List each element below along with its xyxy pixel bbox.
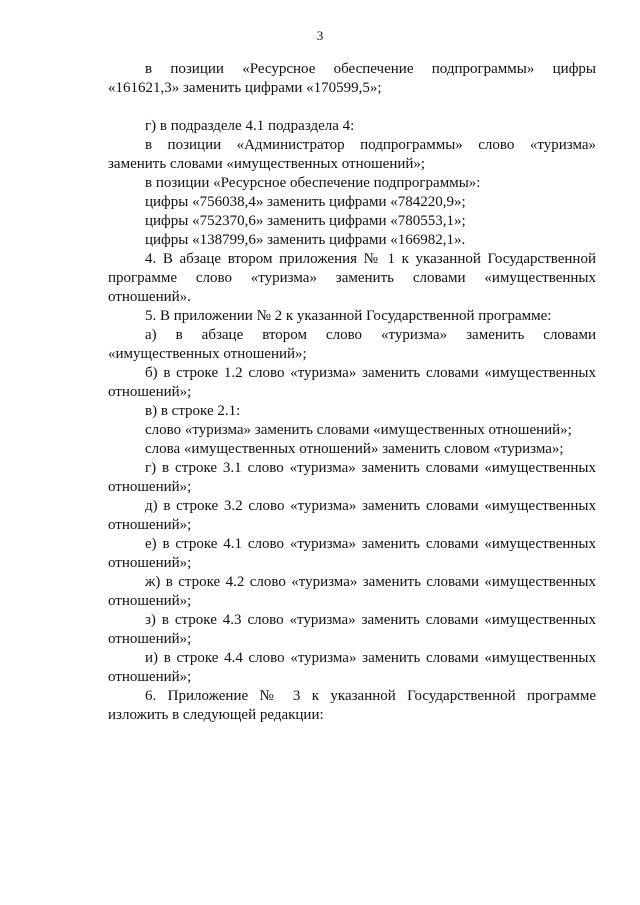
- paragraph: з) в строке 4.3 слово «туризма» заменить словами «имущественных отношений»;: [108, 612, 596, 647]
- paragraph: 4. В абзаце втором приложения № 1 к указанной Государственной программе слово «туризма» заменить словами «имущественных отношений».: [108, 251, 596, 305]
- paragraph: слово «туризма» заменить словами «имущественных отношений»;: [145, 422, 572, 438]
- blank-line: [108, 98, 596, 117]
- paragraph: а) в абзаце втором слово «туризма» заменить словами «имущественных отношений»;: [108, 327, 596, 362]
- paragraph: г) в подразделе 4.1 подраздела 4:: [145, 118, 355, 134]
- paragraph: д) в строке 3.2 слово «туризма» заменить словами «имущественных отношений»;: [108, 498, 596, 533]
- paragraph: е) в строке 4.1 слово «туризма» заменить словами «имущественных отношений»;: [108, 536, 596, 571]
- paragraph: в) в строке 2.1:: [145, 403, 241, 419]
- paragraph: в позиции «Администратор подпрограммы» слово «туризма» заменить словами «имущественных отношений»;: [108, 137, 596, 172]
- document-body: [108, 60, 596, 725]
- paragraph: 6. Приложение № 3 к указанной Государственной программе изложить в следующей редакции:: [108, 688, 596, 723]
- paragraph: цифры «756038,4» заменить цифрами «784220,9»;: [145, 194, 466, 210]
- paragraph: и) в строке 4.4 слово «туризма» заменить словами «имущественных отношений»;: [108, 650, 596, 685]
- paragraph: б) в строке 1.2 слово «туризма» заменить словами «имущественных отношений»;: [108, 365, 596, 400]
- paragraph: г) в строке 3.1 слово «туризма» заменить словами «имущественных отношений»;: [108, 460, 596, 495]
- paragraph: 5. В приложении № 2 к указанной Государственной программе:: [145, 308, 552, 324]
- page-number: 3: [316, 28, 324, 43]
- paragraph: слова «имущественных отношений» заменить словом «туризма»;: [145, 441, 564, 457]
- paragraph: в позиции «Ресурсное обеспечение подпрограммы» цифры «161621,3» заменить цифрами «170599,5»;: [108, 61, 596, 96]
- paragraph: ж) в строке 4.2 слово «туризма» заменить словами «имущественных отношений»;: [108, 574, 596, 609]
- paragraph: в позиции «Ресурсное обеспечение подпрограммы»:: [145, 175, 481, 191]
- paragraph: цифры «752370,6» заменить цифрами «780553,1»;: [145, 213, 466, 229]
- paragraph: цифры «138799,6» заменить цифрами «166982,1».: [145, 232, 466, 248]
